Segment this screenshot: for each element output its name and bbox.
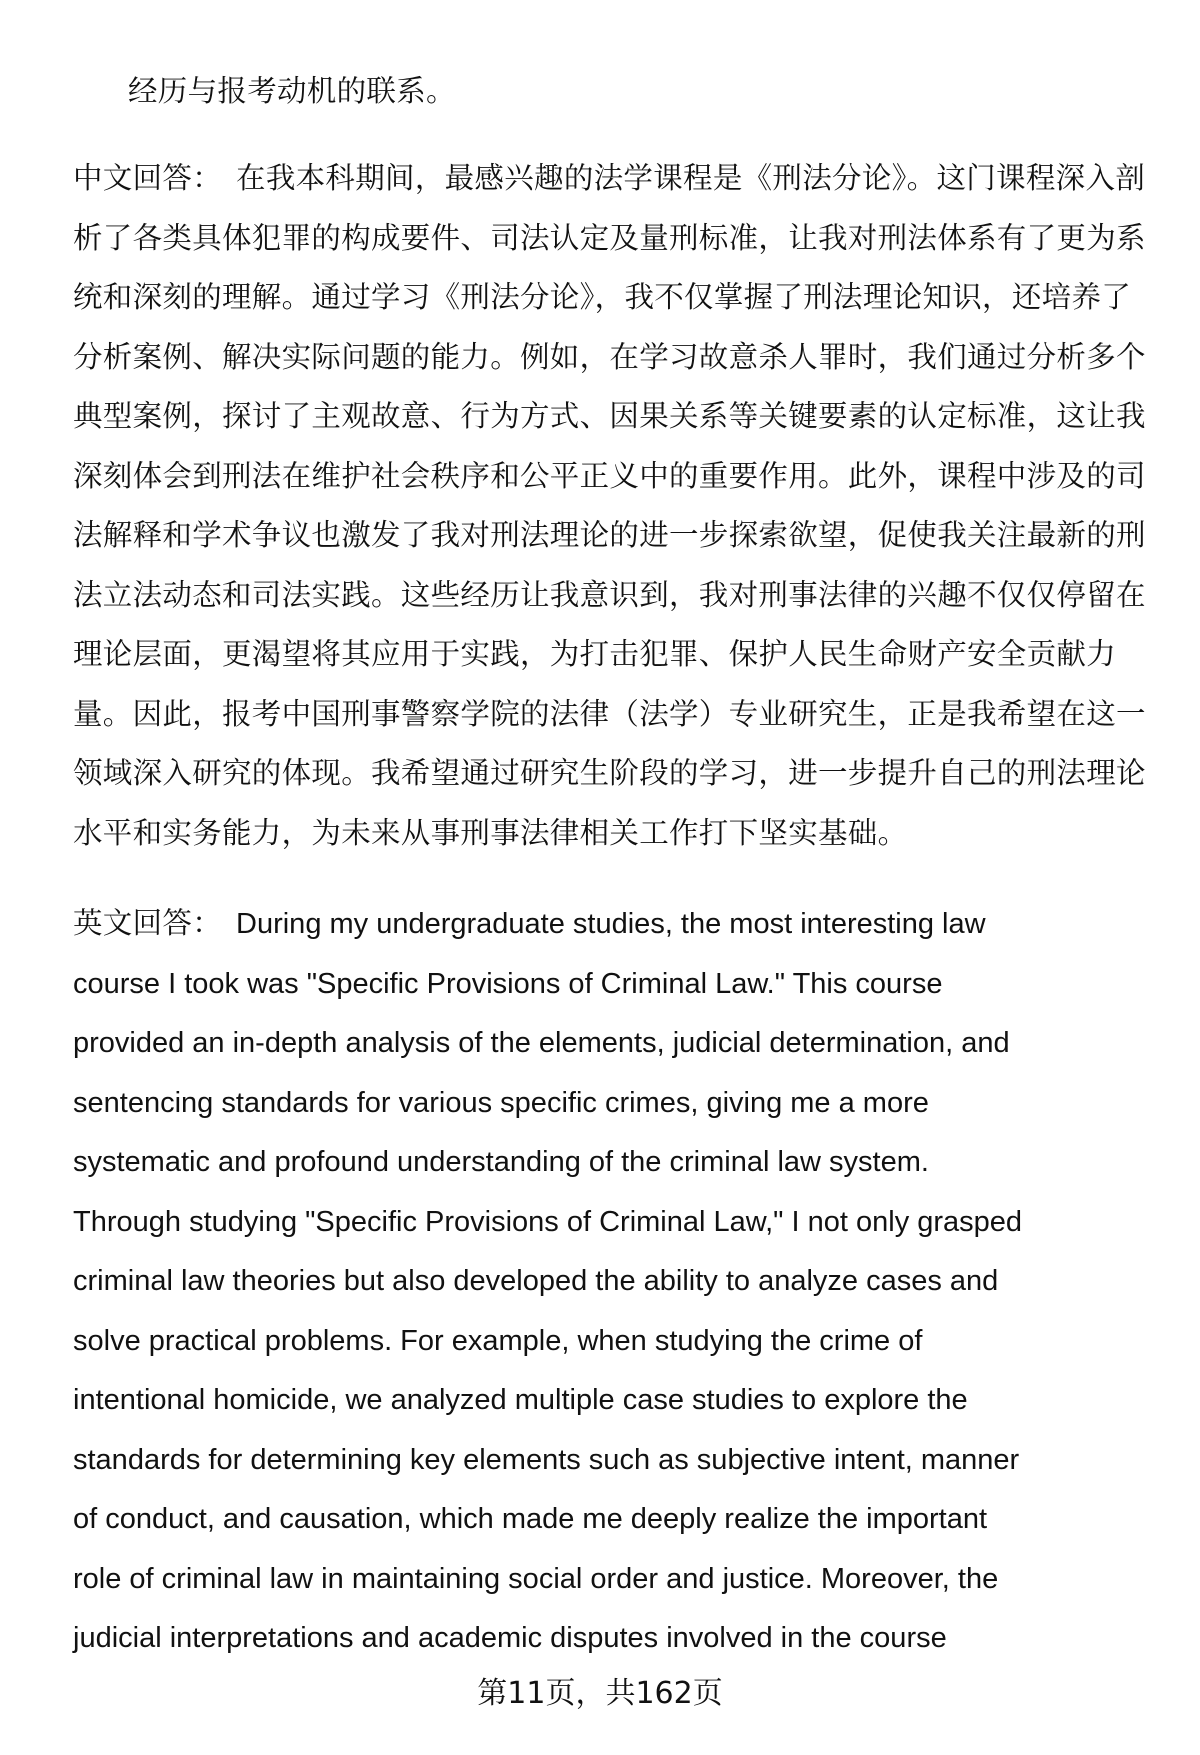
text-line — [73, 208, 1146, 268]
text-line — [73, 1251, 998, 1311]
line-text: During my undergraduate studies, the most interesting law — [236, 908, 986, 940]
line-text: 在我本科期间，最感兴趣的法学课程是《刑法分论》。这门课程深入剖 — [236, 161, 1146, 195]
line-text: of conduct, and causation, which made me deeply realize the important — [73, 1503, 988, 1535]
text-line — [73, 1549, 998, 1609]
line-text: systematic and profound understanding of the criminal law system. — [73, 1146, 929, 1178]
text-line — [73, 1370, 968, 1430]
line-text: solve practical problems. For example, when studying the crime of — [73, 1324, 923, 1357]
line-text: standards for determining key elements such as subjective intent, manner — [73, 1443, 1020, 1476]
line-text: 理论层面，更渴望将其应用于实践，为打击犯罪、保护人民生命财产安全贡献力 — [73, 637, 1117, 671]
text-line — [73, 684, 1146, 744]
text-line — [73, 1013, 1010, 1073]
line-text: 典型案例，探讨了主观故意、行为方式、因果关系等关键要素的认定标准，这让我 — [73, 399, 1146, 433]
page-number: 第11页，共162页 — [477, 1676, 723, 1711]
text-line — [73, 565, 1146, 625]
text-line — [73, 505, 1146, 565]
text-line — [73, 446, 1146, 506]
text-line — [73, 1430, 1019, 1490]
line-text: 析了各类具体犯罪的构成要件、司法认定及量刑标准，让我对刑法体系有了更为系 — [73, 220, 1146, 255]
line-text: 分析案例、解决实际问题的能力。例如，在学习故意杀人罪时，我们通过分析多个 — [73, 339, 1146, 374]
text-line — [73, 1489, 987, 1549]
line-text: sentencing standards for various specific crimes, giving me a more — [73, 1086, 929, 1119]
line-text: 法立法动态和司法实践。这些经历让我意识到，我对刑事法律的兴趣不仅仅停留在 — [73, 577, 1146, 612]
line-text: 统和深刻的理解。通过学习《刑法分论》，我不仅掌握了刑法理论知识，还培养了 — [73, 280, 1132, 314]
line-text: criminal law theories but also developed the ability to analyze cases and — [73, 1265, 999, 1297]
text-line — [73, 267, 1131, 327]
line-text: role of criminal law in maintaining social order and justice. Moreover, the — [73, 1562, 999, 1595]
line-text: judicial interpretations and academic disputes involved in the course — [73, 1622, 947, 1654]
line-text: intentional homicide, we analyzed multiple case studies to explore the — [73, 1384, 968, 1416]
text-line — [73, 954, 942, 1014]
text-line — [73, 1192, 1022, 1252]
line-text: 水平和实务能力，为未来从事刑事法律相关工作打下坚实基础。 — [73, 815, 908, 850]
line-text: course I took was "Specific Provisions of Criminal Law." This course — [73, 967, 943, 1000]
line-text: 量。因此，报考中国刑事警察学院的法律（法学）专业研究生，正是我希望在这一 — [73, 696, 1146, 731]
text-line — [73, 624, 1116, 684]
answer-label: 中文回答： — [73, 161, 223, 195]
text-line — [73, 1311, 922, 1371]
line-text: 深刻体会到刑法在维护社会秩序和公平正义中的重要作用。此外，课程中涉及的司 — [73, 458, 1146, 493]
text-line — [73, 743, 1146, 803]
text-line — [73, 894, 986, 954]
text-line — [73, 803, 907, 863]
text-line — [73, 327, 1146, 387]
line-text: 领域深入研究的体现。我希望通过研究生阶段的学习，进一步提升自己的刑法理论 — [73, 756, 1146, 790]
text-line — [73, 1608, 947, 1668]
line-text: Through studying "Specific Provisions of Criminal Law," I not only grasped — [73, 1205, 1023, 1238]
intro-line: 经历与报考动机的联系。 — [128, 74, 456, 108]
text-line — [73, 148, 1145, 208]
text-line — [73, 386, 1146, 446]
line-text: provided an in-depth analysis of the elements, judicial determination, and — [73, 1027, 1010, 1059]
text-line — [73, 1073, 929, 1133]
text-line — [73, 1132, 929, 1192]
line-text: 法解释和学术争议也激发了我对刑法理论的进一步探索欲望，促使我关注最新的刑 — [73, 518, 1146, 552]
answer-label: 英文回答： — [73, 907, 223, 940]
